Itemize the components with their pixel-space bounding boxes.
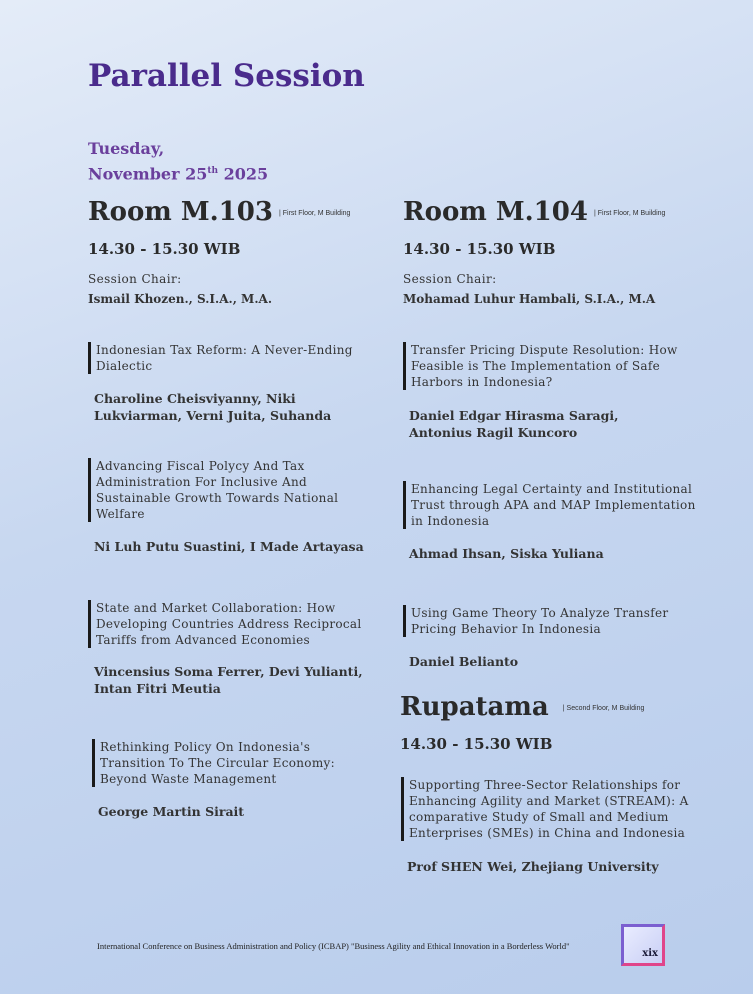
session-chair-name: Mohamad Luhur Hambali, S.I.A., M.A: [403, 292, 656, 306]
room-location: | First Floor, M Building: [593, 209, 666, 217]
room-location: | Second Floor, M Building: [562, 704, 645, 712]
room-rupatama-heading: [400, 692, 644, 722]
session-chair-label: Session Chair:: [88, 272, 182, 286]
room-name: Rupatama: [400, 692, 549, 722]
paper-authors: Daniel Edgar Hirasma Saragi, Antonius Ragil Kuncoro: [409, 408, 619, 440]
page-number: xix: [642, 948, 658, 959]
session-day: Tuesday,: [88, 139, 165, 158]
paper-authors: Charoline Cheisviyanny, Niki Lukviarman, Verni Juita, Suhanda: [94, 391, 332, 423]
room-m104-heading: [403, 197, 665, 227]
paper-authors: Daniel Belianto: [409, 654, 519, 669]
session-time: 14.30 - 15.30 WIB: [88, 240, 241, 258]
paper-title: Indonesian Tax Reform: A Never-Ending Dialectic: [88, 342, 366, 374]
paper-title: State and Market Collaboration: How Developing Countries Address Reciprocal Tariffs from Advanced Economies: [88, 600, 366, 648]
paper-authors: Ahmad Ihsan, Siska Yuliana: [409, 546, 604, 561]
session-time: 14.30 - 15.30 WIB: [400, 735, 553, 753]
paper-authors: George Martin Sirait: [98, 804, 245, 819]
paper-authors: Prof SHEN Wei, Zhejiang University: [407, 859, 659, 874]
paper-title: Rethinking Policy On Indonesia's Transition To The Circular Economy: Beyond Waste Management: [92, 739, 355, 787]
room-m103-heading: [88, 197, 350, 227]
paper-title: Enhancing Legal Certainty and Institutional Trust through APA and MAP Implementation in Indonesia: [403, 481, 696, 529]
room-location: | First Floor, M Building: [278, 209, 351, 217]
room-name: Room M.104: [403, 197, 588, 227]
paper-title: Supporting Three-Sector Relationships for Enhancing Agility and Market (STREAM): A comparative Study of Small and Medium Enterprises (SMEs) in China and Indonesia: [401, 777, 694, 841]
session-chair-name: Ismail Khozen., S.I.A., M.A.: [88, 292, 273, 306]
paper-title: Transfer Pricing Dispute Resolution: How Feasible is The Implementation of Safe Harbors in Indonesia?: [403, 342, 696, 390]
page-title: Parallel Session: [88, 58, 365, 94]
session-full-date: November 25th 2025: [88, 164, 269, 184]
session-date: [88, 138, 268, 185]
page-number-badge: [621, 924, 665, 966]
session-time: 14.30 - 15.30 WIB: [403, 240, 556, 258]
paper-authors: Vincensius Soma Ferrer, Devi Yulianti, Intan Fitri Meutia: [94, 664, 363, 696]
paper-title: Advancing Fiscal Polycy And Tax Administration For Inclusive And Sustainable Growth Towards National Welfare: [88, 458, 354, 522]
conference-footer: International Conference on Business Administration and Policy (ICBAP) "Business Agility and Ethical Innovation in a Borderless World": [97, 941, 570, 951]
paper-title: Using Game Theory To Analyze Transfer Pricing Behavior In Indonesia: [403, 605, 681, 637]
room-name: Room M.103: [88, 197, 273, 227]
session-chair-label: Session Chair:: [403, 272, 497, 286]
paper-authors: Ni Luh Putu Suastini, I Made Artayasa: [94, 539, 364, 554]
